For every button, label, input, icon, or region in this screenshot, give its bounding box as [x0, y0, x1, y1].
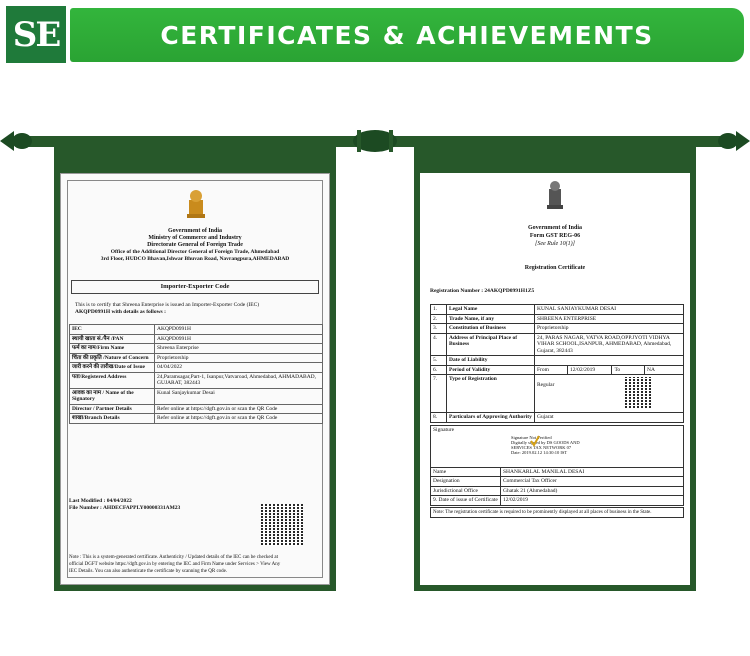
iec-ministry: Ministry of Commerce and Industry — [148, 235, 242, 241]
table-row: 8. Particulars of Approving Authority Gujarat — [431, 413, 684, 423]
iec-directorate: Directorate General of Foreign Trade — [147, 242, 243, 248]
table-row: 5. Date of Liability — [431, 356, 684, 366]
gst-form: Form GST REG-06 — [529, 233, 581, 239]
iec-note-line3: IEC Details. You can also authenticate the certificate by scanning the QR code. — [69, 569, 228, 574]
gst-note: Note: The registration certificate is required to be prominently displayed at all places of business in the State. — [430, 507, 684, 518]
iec-gov: Government of India — [168, 228, 222, 234]
table-row: 9. Date of issue of Certificate 12/02/2019 — [431, 496, 684, 506]
table-row: 6. Period of Validity From 12/02/2019 To NA — [431, 365, 684, 375]
emblem-icon — [544, 177, 566, 213]
iec-file-number: File Number : AHDECFAPPLY00000331AM23 — [69, 505, 181, 511]
gst-gov: Government of India — [528, 225, 582, 231]
table-row: Director / Partner Details Refer online at https://dgft.gov.in or scan the QR Code — [70, 404, 323, 414]
iec-address: 3rd Floor, HUDCO Bhavan,Ishwar Bhuvan Road, Navrangpura,AHMEDABAD — [100, 256, 290, 262]
table-row: जारी करने की तारीख/Date of Issue 04/04/2022 — [70, 363, 323, 373]
iec-heading: Importer-Exporter Code — [71, 280, 319, 294]
table-row: 3. Constitution of Business Proprietorship — [431, 324, 684, 334]
table-row: चिंता की प्रकृति /Nature of Concern Proprietorship — [70, 353, 323, 363]
table-row: Designation Commercial Tax Officer — [431, 477, 684, 487]
table-row: 4. Address of Principal Place of Business 24, PARAS NAGAR, VATVA ROAD,OPP.JYOTI VIDHYA VIHAR SCHOOL,ISANPUR, AHMEDABAD, Ahmedabad, Gujarat, 382443 — [431, 333, 684, 356]
table-row: Signature Signature Not Verified Digitally signed by DS GOODS AND SERVICES TAX NETWORK 07 Date: 2019.02.12 14:30:10 IST — [431, 425, 684, 467]
iec-note-line1: Note : This is a system-generated certificate. Authenticity / Updated details of the IEC can be checked at — [69, 555, 278, 560]
gst-certificate — [420, 173, 690, 585]
table-row: 1. Legal Name KUNAL SANJAYKUMAR DESAI — [431, 305, 684, 315]
verified-check-icon — [529, 434, 541, 448]
iec-qr-code — [261, 504, 303, 546]
table-row: 7. Type of Registration Regular — [431, 375, 684, 413]
iec-last-modified: Last Modified : 04/04/2022 — [69, 498, 132, 504]
iec-intro-line1: This is to certify that Shreena Enterprise is issued an Importer-Exporter Code (IEC) — [75, 302, 260, 308]
gst-signature-table — [430, 425, 684, 506]
iec-note-line2: official DGFT website https://dgft.gov.in by entering the IEC and Firm Name under Services > View Any — [69, 562, 281, 567]
table-row: फर्म का नाम/Firm Name Shreena Enterprise — [70, 344, 323, 354]
iec-intro-line2: AKQPD0991H with details as follows : — [75, 309, 166, 315]
gst-qr-code — [625, 377, 653, 409]
table-row: IEC AKQPD0991H — [70, 325, 323, 335]
table-row: आवक का नाम / Name of the Signatory Kunal Sanjaykumar Desai — [70, 388, 323, 404]
table-row: Name SHANKARLAL MANILAL DESAI — [431, 467, 684, 477]
table-row: Jurisdictional Office Ghatak 21 (Ahmedabad) — [431, 486, 684, 496]
table-row: शाखा/Branch Details Refer online at https://dgft.gov.in or scan the QR Code — [70, 414, 323, 424]
table-row: स्थायी खाता सं./पैन /PAN AKQPD0991H — [70, 334, 323, 344]
table-row: 2. Trade Name, if any SHREENA ENTERPRISE — [431, 314, 684, 324]
emblem-icon — [183, 186, 209, 222]
section-title: CERTIFICATES & ACHIEVEMENTS — [160, 20, 654, 50]
iec-certificate — [60, 173, 330, 585]
gst-details-table — [430, 304, 684, 423]
gst-reg-number: Registration Number : 24AKQPD0991H1Z5 — [430, 288, 535, 294]
table-row: पता/Registered Address 24,Paramsagar,Part-1, Isanpur,Vatvaroad, Ahmedabad, AHMADABAD, GUJARAT, 382443 — [70, 372, 323, 388]
brand-logo: SE — [6, 6, 66, 63]
gst-title: Registration Certificate — [524, 265, 586, 271]
iec-office: Office of the Additional Director General of Foreign Trade, Ahmedabad — [110, 249, 280, 255]
iec-details-table — [69, 324, 323, 424]
gst-rule: [See Rule 10(1)] — [535, 241, 575, 247]
signature-status: Signature Not Verified — [511, 434, 552, 440]
